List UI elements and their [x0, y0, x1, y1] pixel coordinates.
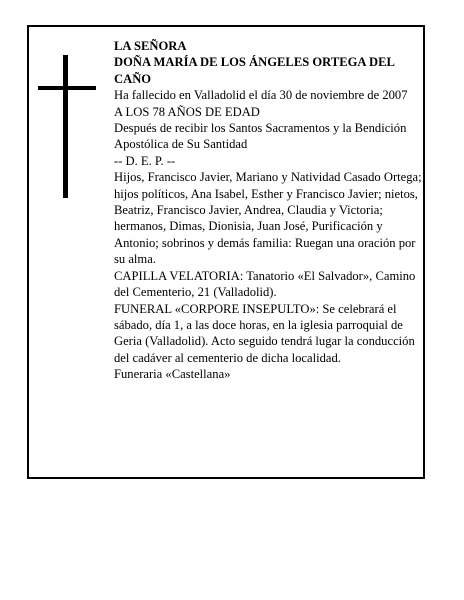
obituary-text: [114, 38, 426, 383]
cross-vertical-bar: [63, 55, 68, 198]
title-line: LA SEÑORA: [114, 39, 187, 53]
rip-line: -- D. E. P. --: [114, 153, 176, 168]
age-line: A LOS 78 AÑOS DE EDAD: [114, 104, 260, 119]
death-notice: Ha fallecido en Valladolid el día 30 de noviembre de 2007: [114, 88, 408, 103]
latin-cross-icon: [38, 55, 96, 198]
chapel-paragraph: CAPILLA VELATORIA: Tanatorio «El Salvador», Camino del Cementerio, 21 (Valladolid).: [114, 268, 416, 300]
family-paragraph: Hijos, Francisco Javier, Mariano y Natividad Casado Ortega; hijos políticos, Ana Isabel, Esther y Francisco Javier; nietos, Beatriz, Francisco Javier, Andrea, Claudia y Victoria; hermanos, Dimas, Dionisia, Juan José, Purificación y Antonio; sobrinos y demás familia: Ruegan una oración por su alma.: [114, 170, 422, 267]
sacraments-line: Después de recibir los Santos Sacramentos y la Bendición Apostólica de Su Santidad: [114, 121, 407, 152]
funeral-home: Funeraria «Castellana»: [114, 367, 231, 382]
deceased-name: DOÑA MARÍA DE LOS ÁNGELES ORTEGA DEL CAÑO: [114, 55, 395, 86]
cross-horizontal-bar: [38, 86, 96, 90]
funeral-paragraph: FUNERAL «CORPORE INSEPULTO»: Se celebrará el sábado, día 1, a las doce horas, en la iglesia parroquial de Geria (Valladolid). Acto seguido tendrá lugar la conducción del cadáver al cementerio de dicha localidad.: [114, 301, 415, 365]
